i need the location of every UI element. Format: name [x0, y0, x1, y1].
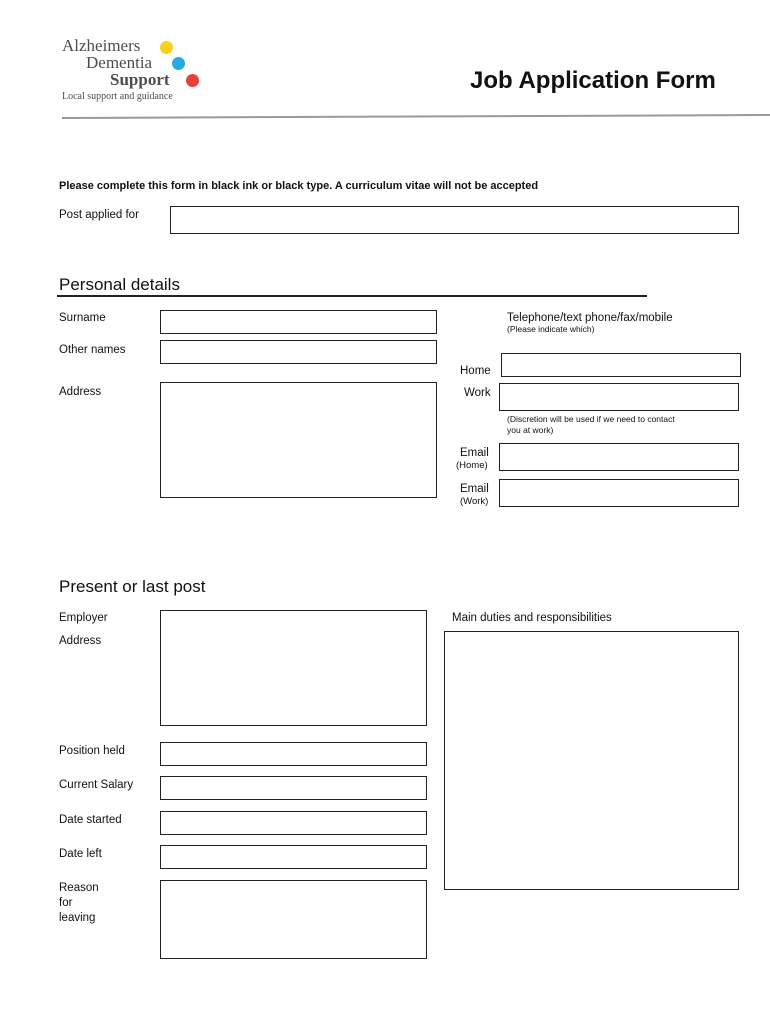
page-title: Job Application Form: [470, 67, 716, 94]
logo-tagline: Local support and guidance: [62, 91, 173, 102]
duties-field[interactable]: [444, 631, 739, 890]
work-phone-field[interactable]: [499, 383, 739, 411]
address-label: Address: [59, 386, 102, 398]
phone-note: (Please indicate which): [507, 324, 595, 334]
reason-label-line3: leaving: [59, 912, 96, 924]
position-held-label: Position held: [59, 745, 125, 757]
surname-field[interactable]: [160, 310, 437, 334]
home-phone-label: Home: [460, 365, 491, 377]
current-salary-label: Current Salary: [59, 779, 134, 791]
reason-label-line2: for: [59, 897, 73, 909]
header-rule: [0, 110, 770, 122]
employer-label: Employer: [59, 612, 108, 624]
logo-line-support: Support: [110, 70, 170, 89]
logo-line-alzheimers: Alzheimers: [62, 36, 141, 55]
surname-label: Surname: [59, 312, 106, 324]
other-names-label: Other names: [59, 344, 126, 356]
email-home-sub: (Home): [456, 460, 488, 471]
position-held-field[interactable]: [160, 742, 427, 766]
post-applied-field[interactable]: [170, 206, 739, 234]
current-salary-field[interactable]: [160, 776, 427, 800]
post-applied-label: Post applied for: [59, 209, 139, 221]
logo-dot-blue: [172, 57, 185, 70]
date-started-label: Date started: [59, 814, 122, 826]
discretion-note-line1: (Discretion will be used if we need to contact: [507, 414, 675, 424]
employer-address-label: Address: [59, 635, 102, 647]
email-home-label: Email: [460, 447, 489, 459]
logo-dot-yellow: [160, 41, 173, 54]
form-instruction: Please complete this form in black ink or black type. A curriculum vitae will not be accepted: [59, 180, 539, 192]
email-home-field[interactable]: [499, 443, 739, 471]
logo-dot-red: [186, 74, 199, 87]
work-phone-label: Work: [464, 387, 491, 399]
personal-details-rule: [57, 295, 647, 297]
home-phone-field[interactable]: [501, 353, 741, 377]
reason-for-leaving-field[interactable]: [160, 880, 427, 959]
other-names-field[interactable]: [160, 340, 437, 364]
present-post-heading: Present or last post: [59, 577, 206, 596]
email-work-field[interactable]: [499, 479, 739, 507]
date-left-label: Date left: [59, 848, 102, 860]
logo-line-dementia: Dementia: [86, 53, 153, 72]
discretion-note-line2: you at work): [507, 425, 554, 435]
employer-field[interactable]: [160, 610, 427, 726]
reason-label-line1: Reason: [59, 882, 99, 894]
address-field[interactable]: [160, 382, 437, 498]
personal-details-heading: Personal details: [59, 275, 180, 294]
email-work-label: Email: [460, 483, 489, 495]
date-left-field[interactable]: [160, 845, 427, 869]
phone-heading: Telephone/text phone/fax/mobile: [507, 312, 673, 324]
duties-label: Main duties and responsibilities: [452, 612, 612, 624]
email-work-sub: (Work): [460, 496, 489, 507]
date-started-field[interactable]: [160, 811, 427, 835]
logo: [0, 0, 260, 110]
